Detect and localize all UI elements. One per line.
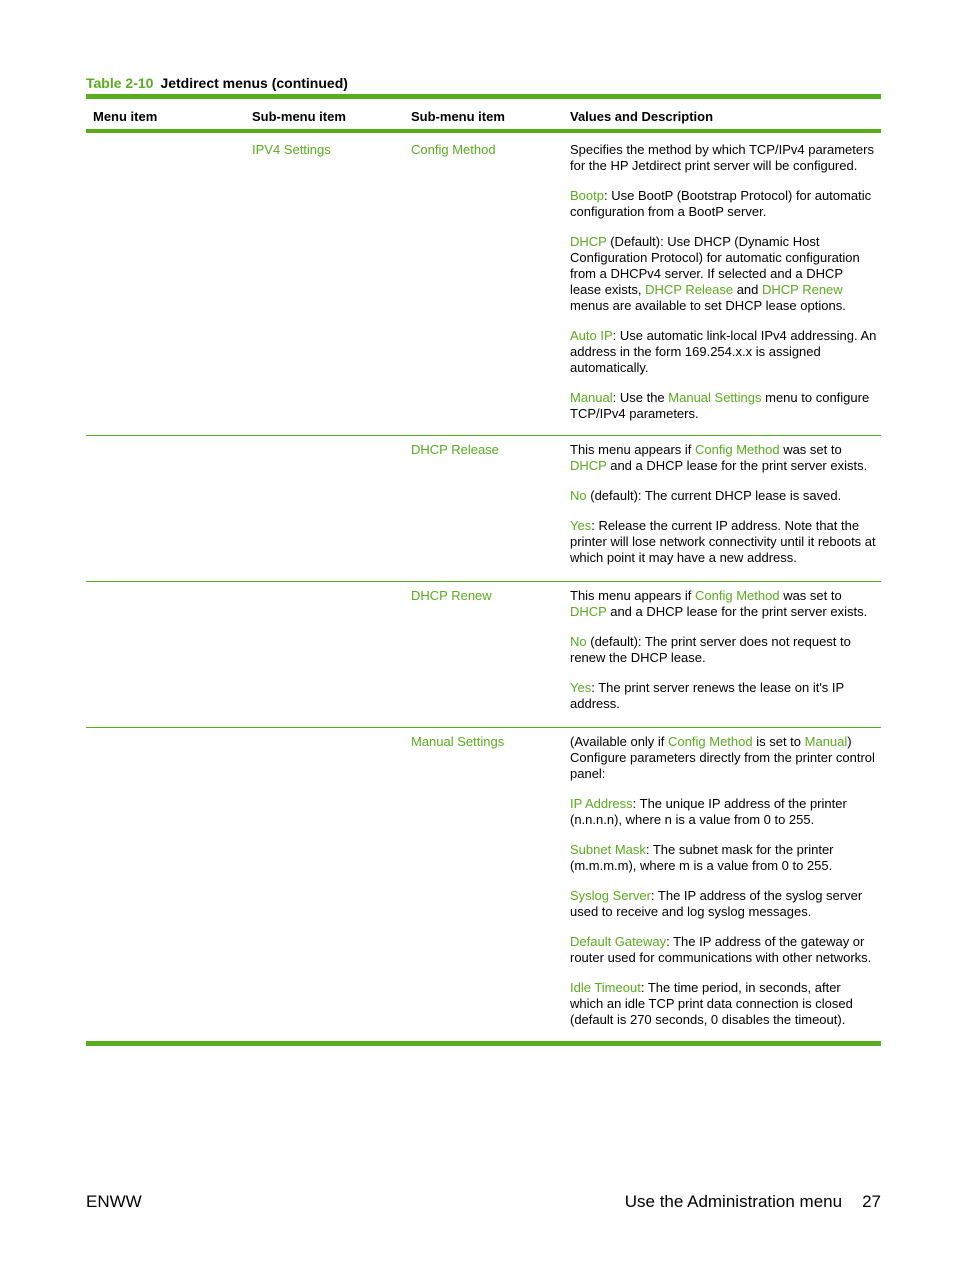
ref-dhcp: DHCP	[570, 458, 607, 473]
option-text: : The IP address of the syslog server used to receive and log syslog messages.	[570, 888, 863, 919]
option-text: : Use the	[612, 390, 669, 405]
description-paragraph	[570, 634, 877, 666]
footer-section	[625, 1192, 881, 1212]
table-row	[86, 435, 881, 581]
option-text: and a DHCP lease for the print server exists.	[606, 604, 868, 619]
option-text: menus are available to set DHCP lease options.	[570, 298, 846, 313]
header-sub-menu-item-1: Sub-menu item	[252, 109, 346, 124]
cell-description	[563, 588, 881, 727]
footer-section-title: Use the Administration menu	[624, 1192, 843, 1211]
cell-sub-menu-item	[245, 734, 404, 1041]
cell-manual-settings: Manual Settings	[411, 734, 505, 749]
cell-description	[563, 142, 881, 435]
header-sub-menu-item-2: Sub-menu item	[411, 109, 505, 124]
jetdirect-menus-table	[86, 94, 881, 1046]
cell-description	[563, 734, 881, 1041]
header-values-description: Values and Description	[570, 109, 714, 124]
option-text: and a DHCP lease for the print server exists.	[606, 458, 868, 473]
option-bootp: Bootp	[570, 188, 604, 203]
footer-enww: ENWW	[86, 1192, 142, 1211]
option-text: (default): The print server does not request to renew the DHCP lease.	[570, 634, 851, 665]
table-row	[86, 133, 881, 435]
cell-description	[563, 442, 881, 581]
description-paragraph	[570, 734, 877, 782]
page-number: 27	[862, 1192, 881, 1211]
option-text: : The subnet mask for the printer (m.m.m.m), where m is a value from 0 to 255.	[570, 842, 834, 873]
ref-manual-settings: Manual Settings	[668, 390, 762, 405]
table-title: Jetdirect menus (continued)	[160, 75, 348, 91]
option-text: : The print server renews the lease on it's IP address.	[570, 680, 844, 711]
description-paragraph	[570, 888, 877, 920]
option-dhcp: DHCP	[570, 234, 607, 249]
description-paragraph	[570, 680, 877, 712]
option-no: No	[570, 634, 587, 649]
option-subnet-mask: Subnet Mask	[570, 842, 646, 857]
option-text: (default): The current DHCP lease is saved.	[586, 488, 842, 503]
description-paragraph	[570, 980, 877, 1028]
option-text: : Use BootP (Bootstrap Protocol) for automatic configuration from a BootP server.	[570, 188, 872, 219]
option-no: No	[570, 488, 587, 503]
cell-sub-menu-item	[245, 442, 404, 581]
description-paragraph	[570, 390, 877, 422]
option-yes: Yes	[570, 518, 592, 533]
table-caption	[86, 74, 348, 92]
ref-config-method: Config Method	[695, 588, 780, 603]
table-header-row	[86, 99, 881, 133]
option-auto-ip: Auto IP	[570, 328, 613, 343]
cell-menu-item	[86, 588, 245, 727]
ref-dhcp: DHCP	[570, 604, 607, 619]
header-menu-item: Menu item	[93, 109, 158, 124]
option-text: and	[733, 282, 762, 297]
description-paragraph	[570, 188, 877, 220]
option-text: was set to	[779, 442, 842, 457]
description-paragraph	[570, 328, 877, 376]
description-paragraph	[570, 796, 877, 828]
ref-dhcp-renew: DHCP Renew	[762, 282, 843, 297]
cell-menu-item	[86, 734, 245, 1041]
cell-menu-item	[86, 142, 245, 435]
ref-dhcp-release: DHCP Release	[645, 282, 734, 297]
description-paragraph	[570, 934, 877, 966]
description-paragraph	[570, 518, 877, 566]
option-default-gateway: Default Gateway	[570, 934, 667, 949]
cell-ipv4-settings: IPV4 Settings	[252, 142, 331, 157]
option-idle-timeout: Idle Timeout	[570, 980, 641, 995]
option-text: : The IP address of the gateway or router used for communications with other networks.	[570, 934, 872, 965]
option-text: : Use automatic link-local IPv4 addressing. An address in the form 169.254.x.x is assigned automatically.	[570, 328, 877, 375]
description-paragraph: Specifies the method by which TCP/IPv4 parameters for the HP Jetdirect print server will be configured.	[570, 142, 874, 173]
cell-dhcp-release: DHCP Release	[411, 442, 499, 457]
cell-menu-item	[86, 442, 245, 581]
description-paragraph	[570, 588, 877, 620]
option-text: : Release the current IP address. Note that the printer will lose network connectivity until it reboots at which point it may have a new address.	[570, 518, 876, 565]
description-paragraph	[570, 442, 877, 474]
option-text: : The time period, in seconds, after which an idle TCP print data connection is closed (default is 270 seconds, 0 disables the timeout).	[570, 980, 853, 1027]
description-paragraph	[570, 488, 877, 504]
option-text: : The unique IP address of the printer (n.n.n.n), where n is a value from 0 to 255.	[570, 796, 847, 827]
cell-dhcp-renew: DHCP Renew	[411, 588, 492, 603]
ref-config-method: Config Method	[668, 734, 753, 749]
option-text: was set to	[779, 588, 842, 603]
description-paragraph	[570, 842, 877, 874]
option-text: (Default): Use DHCP (Dynamic Host Configuration Protocol) for automatic configuration from a DHCPv4 server. If selected and a DHCP lease exists,	[570, 234, 860, 297]
option-text: ) Configure parameters directly from the printer control panel:	[570, 734, 875, 781]
option-text: menu to configure TCP/IPv4 parameters.	[570, 390, 870, 421]
table-row	[86, 581, 881, 727]
option-text: This menu appears if	[570, 588, 696, 603]
option-text: This menu appears if	[570, 442, 696, 457]
table-number: Table 2-10	[86, 75, 154, 91]
table-row	[86, 727, 881, 1041]
option-text: is set to	[752, 734, 805, 749]
ref-manual: Manual	[804, 734, 848, 749]
option-yes: Yes	[570, 680, 592, 695]
cell-config-method: Config Method	[411, 142, 496, 157]
option-syslog-server: Syslog Server	[570, 888, 651, 903]
option-ip-address: IP Address	[570, 796, 633, 811]
cell-sub-menu-item	[245, 588, 404, 727]
description-paragraph	[570, 234, 877, 314]
option-text: (Available only if	[570, 734, 669, 749]
ref-config-method: Config Method	[695, 442, 780, 457]
option-manual: Manual	[570, 390, 613, 405]
